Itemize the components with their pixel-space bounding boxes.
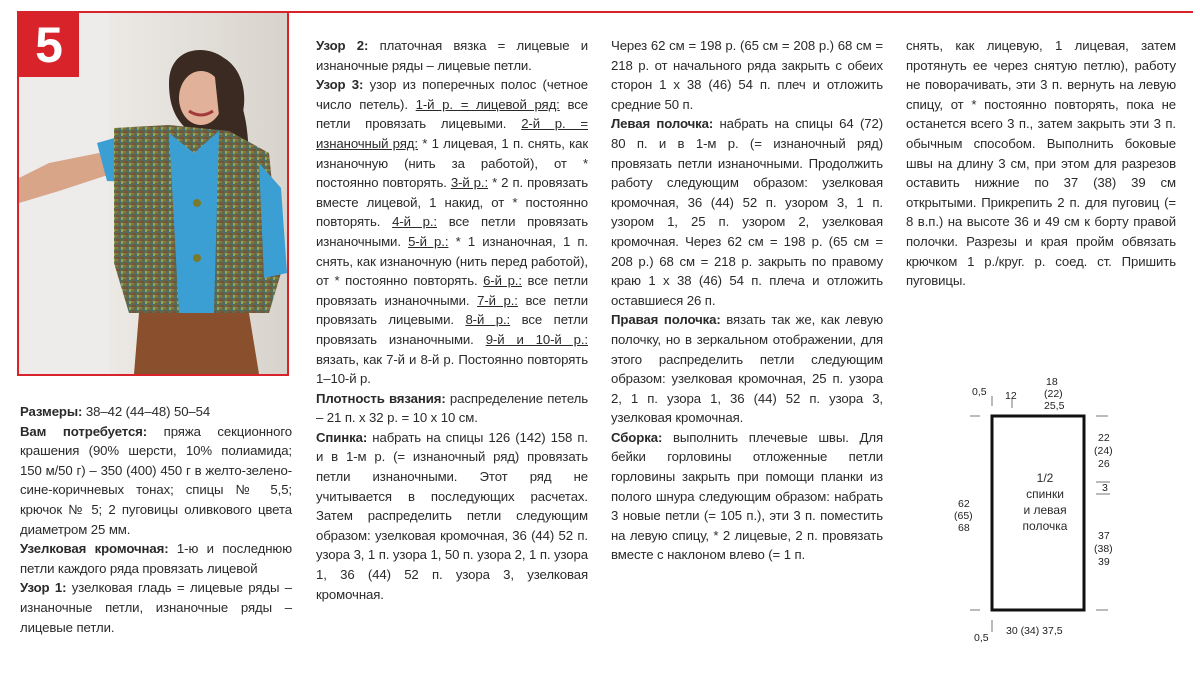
row-2-label: 2-й р. = изнаночный ряд: bbox=[316, 116, 589, 151]
dim-height-1: 62 bbox=[958, 498, 970, 510]
inner-label-1: 1/2 bbox=[1036, 471, 1054, 485]
row-7-text: все петли провязать лицевыми. bbox=[316, 292, 588, 328]
paragraph-pattern-3 bbox=[316, 75, 588, 389]
dim-bottom-gap: 0,5 bbox=[974, 632, 989, 644]
column-2 bbox=[316, 36, 588, 604]
row-6-text: все петли провязать изнаночными. bbox=[316, 273, 589, 308]
dim-top-shoulder-gap: 0,5 bbox=[972, 386, 987, 398]
column-4 bbox=[906, 36, 1176, 291]
paragraph-assembly bbox=[611, 428, 883, 565]
inner-label-4: полочка bbox=[1022, 519, 1068, 533]
dim-side-seam: 3 bbox=[1102, 482, 1108, 494]
dim-armhole-1: 22 bbox=[1098, 432, 1110, 444]
label-gauge: Плотность вязания: bbox=[316, 390, 446, 406]
label-edge-stitch: Узелковая кромочная: bbox=[20, 541, 169, 557]
paragraph-pattern-2 bbox=[316, 36, 588, 75]
pattern-number-badge: 5 bbox=[19, 13, 79, 77]
paragraph-back bbox=[316, 428, 588, 604]
paragraph-gauge bbox=[316, 389, 588, 428]
text-materials: пряжа секционного крашения (90% шерсти, 10% полиамида; 150 м/50 г) – 350 (400) 450 г в желто-зелено-сине-коричневых тонах; спицы № 5,5; крючок № 5; 2 пуговицы оливкового цвета диаметром 25 мм. bbox=[20, 423, 292, 537]
paragraph-edge-stitch bbox=[20, 539, 292, 578]
label-right-front: Правая полочка: bbox=[611, 312, 721, 328]
dim-width: 30 (34) 37,5 bbox=[1006, 625, 1063, 637]
schema-inner-label bbox=[1008, 470, 1082, 534]
text-right-front: вязать так же, как левую полочку, но в зеркальном отображении, для этого распределить петли следующим образом: узелковая кромочная, 25 п. узора 2, 1 п. узора 1, 36 (44) 52 п. узора 3, узелковая кромочная. bbox=[611, 312, 883, 426]
column-3 bbox=[611, 36, 883, 565]
inner-label-2: спинки bbox=[1026, 487, 1064, 501]
pattern-schema bbox=[950, 370, 1150, 660]
paragraph-pattern-1 bbox=[20, 578, 292, 637]
dim-slit-3: 39 bbox=[1098, 556, 1110, 568]
row-1-label: 1-й р. = лицевой ряд: bbox=[415, 96, 560, 112]
row-3-label: 3-й р.: bbox=[450, 175, 489, 191]
row-3-text: * 2 п. провязать вместе лицевой, 1 накид, от * постоянно повторять. bbox=[316, 175, 588, 230]
text-assembly: выполнить плечевые швы. Для бейки горловины отложенные петли горловины закрыть при помощи планки из полого шнура следующим образом: набрать 3 новые петли (= 105 п.), эти 3 п. поместить на левую спицу, * 2 лицевые, 2 п. провязать вместе с наклоном влево (= 1 п. bbox=[611, 429, 883, 563]
dim-top-shoulder-1: 18 bbox=[1046, 376, 1058, 388]
text-gauge: распределение петель – 21 п. х 32 р. = 10 х 10 см. bbox=[316, 390, 588, 426]
column-1 bbox=[20, 402, 292, 637]
label-assembly: Сборка: bbox=[611, 429, 663, 445]
text-assembly-cont: снять, как лицевую, 1 лицевая, затем протянуть ее через снятую петлю), работу не поворачивать, эти 3 п. вернуть на левую спицу, от * постоянно повторять, пока не останется всего 3 п., затем закрыть эти 3 п. обычным способом. Выполнить боковые швы на длину 3 см, при этом для разрезов оставить нижние по 37 (38) 39 см открытыми. Прикрепить 2 п. для пуговиц (= 8 в.п.) на высоте 36 и 49 см к борту правой полочки. Разрезы и края пройм обвязать крючком 1 р./круг. р. соед. ст. Пришить пуговицы. bbox=[906, 38, 1176, 289]
dim-slit-2: (38) bbox=[1094, 543, 1113, 555]
label-pattern-3: Узор 3: bbox=[316, 77, 364, 93]
paragraph-left-front bbox=[611, 114, 883, 310]
paragraph-right-front bbox=[611, 310, 883, 428]
label-pattern-2: Узор 2: bbox=[316, 38, 369, 53]
photo-frame bbox=[17, 11, 289, 376]
dim-top-shoulder-3: 25,5 bbox=[1044, 400, 1065, 412]
text-back-cont: Через 62 см = 198 р. (65 см = 208 р.) 68 см = 218 р. от начального ряда закрыть с обеих сторон 1 х 38 (46) 54 п. плеч и отложить средние 50 п. bbox=[611, 38, 883, 112]
row-2-text: * 1 лицевая, 1 п. снять, как изнаночную (нить за работой), от * постоянно повторять. bbox=[316, 135, 588, 191]
row-5-text: * 1 изнаночная, 1 п. снять, как изнаночную (нить перед работой), от * постоянно повторять. bbox=[316, 233, 588, 289]
dim-armhole-2: (24) bbox=[1094, 445, 1113, 457]
text-left-front: набрать на спицы 64 (72) 80 п. и в 1-м р. (= изнаночный ряд) провязать петли изнаночными. Продолжить работу следующим образом: узелковая кромочная, 36 (44) 52 п. узором 3, 1 п. узором 1, 25 п. узором 2, узелковая кромочная. Через 62 см = 198 р. (65 см = 208 р.) 68 см = 218 р. закрыть по правому краю 1 х 38 (46) 54 п. плеча и отложить оставшиеся 26 п. bbox=[611, 116, 883, 308]
text-pattern-1: узелковая гладь = лицевые ряды – изнаночные петли, изнаночные ряды – лицевые петли. bbox=[20, 580, 292, 635]
inner-label-3: и левая bbox=[1023, 503, 1067, 517]
label-materials: Вам потребуется: bbox=[20, 423, 148, 439]
dim-height-3: 68 bbox=[958, 522, 970, 534]
row-6-label: 6-й р.: bbox=[483, 273, 522, 289]
paragraph-sizes bbox=[20, 402, 292, 422]
text-pattern-2: платочная вязка = лицевые и изнаночные ряды – лицевые петли. bbox=[316, 38, 588, 73]
row-8-text: все петли провязать изнаночными. bbox=[316, 312, 588, 347]
label-back: Спинка: bbox=[316, 429, 368, 445]
row-4-text: все петли провязать изнаночными. bbox=[316, 214, 589, 249]
label-pattern-1: Узор 1: bbox=[20, 580, 67, 596]
text-sizes: 38–42 (44–48) 50–54 bbox=[82, 404, 211, 419]
dim-armhole-3: 26 bbox=[1098, 458, 1110, 470]
label-sizes: Размеры: bbox=[20, 404, 83, 419]
row-8-label: 8-й р.: bbox=[465, 312, 511, 328]
label-left-front: Левая полочка: bbox=[611, 116, 714, 132]
paragraph-materials bbox=[20, 422, 292, 540]
dim-top-shoulder-2: (22) bbox=[1044, 388, 1063, 400]
dim-top-neck: 12 bbox=[1005, 390, 1017, 402]
row-1-text: все петли провязать лицевыми. bbox=[316, 96, 588, 132]
dim-height-2: (65) bbox=[954, 510, 973, 522]
paragraph-assembly-cont bbox=[906, 36, 1176, 291]
dim-slit-1: 37 bbox=[1098, 530, 1110, 542]
row-5-label: 5-й р.: bbox=[408, 233, 449, 249]
row-9-10-label: 9-й и 10-й р.: bbox=[485, 331, 588, 347]
row-9-10-text: вязать, как 7-й и 8-й р. Постоянно повторять 1–10-й р. bbox=[316, 351, 588, 387]
row-7-label: 7-й р.: bbox=[477, 292, 518, 308]
paragraph-back-cont bbox=[611, 36, 883, 114]
text-back: набрать на спицы 126 (142) 158 п. и в 1-м р. (= изнаночный ряд) провязать петли изнаночными. Этот ряд не учитывается в последующих расчетах. Затем распределить петли следующим образом: узелковая кромочная, 36 (44) 52 п. узора 3, 1 п. узора 1, 50 п. узора 2, 1 п. узора 1, 36 (44) 52 п. узора 3, узелковая кромочная. bbox=[316, 429, 588, 602]
text-edge-stitch: 1-ю и последнюю петли каждого ряда провязать лицевой bbox=[20, 541, 292, 576]
row-4-label: 4-й р.: bbox=[392, 214, 437, 230]
text-pattern-3: узор из поперечных полос (четное число петель). bbox=[316, 77, 588, 112]
